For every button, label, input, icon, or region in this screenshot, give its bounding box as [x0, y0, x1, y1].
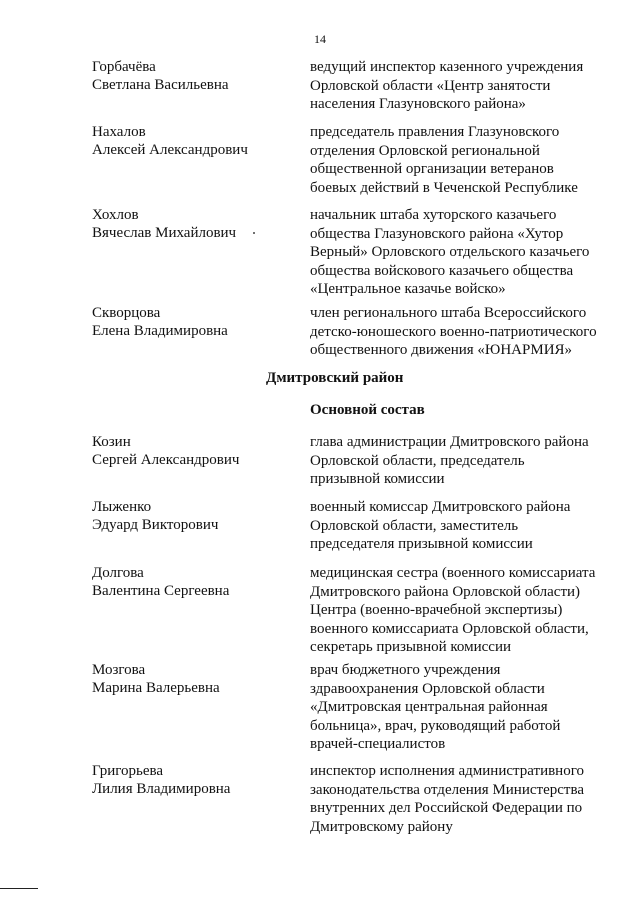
- member-role: [310, 58, 630, 114]
- role-line: секретарь призывной комиссии: [310, 639, 512, 655]
- role-line: «Центральное казачье войско»: [310, 281, 506, 297]
- member-name: [92, 498, 292, 534]
- role-line: медицинская сестра (военного комиссариата: [310, 565, 596, 581]
- role-line: общественной организации ветеранов: [310, 161, 554, 177]
- role-line: Верный» Орловского отдельского казачьего: [310, 244, 590, 260]
- member-surname: Скворцова: [92, 305, 161, 321]
- member-given-names: Валентина Сергеевна: [92, 583, 230, 599]
- role-line: глава администрации Дмитровского района: [310, 434, 589, 450]
- role-line: законодательства отделения Министерства: [310, 781, 584, 798]
- member-given-names: Елена Владимировна: [92, 323, 228, 339]
- member-role: [310, 661, 630, 754]
- member-role: [310, 304, 630, 360]
- role-line: общества войскового казачьего общества: [310, 262, 574, 279]
- role-line: военного комиссариата Орловской области,: [310, 620, 589, 637]
- member-surname: Долгова: [92, 565, 144, 581]
- member-name: [92, 433, 292, 469]
- member-name: [92, 564, 292, 600]
- member-surname: Григорьева: [92, 763, 164, 779]
- role-line: Орловской области, заместитель: [310, 517, 519, 534]
- member-given-names: Алексей Александрович: [92, 142, 248, 158]
- role-line: Дмитровскому району: [310, 818, 453, 835]
- member-role: [310, 498, 630, 554]
- member-surname: Горбачёва: [92, 59, 156, 75]
- member-given-names: Светлана Васильевна: [92, 77, 229, 93]
- member-role: [310, 433, 630, 489]
- role-line: начальник штаба хуторского казачьего: [310, 207, 557, 223]
- role-line: призывной комиссии: [310, 471, 445, 487]
- member-given-names: Сергей Александрович: [92, 452, 240, 468]
- member-name: [92, 762, 292, 798]
- member-name: [92, 123, 292, 159]
- role-line: общества Глазуновского района «Хутор: [310, 225, 564, 242]
- role-line: отделения Орловской региональной: [310, 142, 540, 159]
- role-line: населения Глазуновского района»: [310, 96, 526, 112]
- role-line: врач бюджетного учреждения: [310, 662, 501, 678]
- role-line: председателя призывной комиссии: [310, 536, 533, 552]
- role-line: Дмитровского района Орловской области): [310, 583, 581, 600]
- member-name: [92, 661, 292, 697]
- role-line: общественного движения «ЮНАРМИЯ»: [310, 342, 573, 358]
- role-line: председатель правления Глазуновского: [310, 124, 560, 140]
- member-role: [310, 762, 630, 836]
- member-surname: Лыженко: [92, 499, 152, 515]
- member-surname: Мозгова: [92, 662, 146, 678]
- member-surname: Козин: [92, 434, 131, 450]
- footer-rule: [0, 888, 38, 889]
- role-line: врачей-специалистов: [310, 736, 446, 752]
- member-surname: Хохлов: [92, 207, 139, 223]
- role-line: здравоохранения Орловской области: [310, 680, 545, 697]
- role-line: внутренних дел Российской Федерации по: [310, 800, 583, 816]
- member-role: [310, 206, 630, 299]
- stray-mark: [253, 232, 255, 234]
- role-line: Орловской области, председатель: [310, 452, 525, 469]
- member-surname: Нахалов: [92, 124, 146, 140]
- role-line: военный комиссар Дмитровского района: [310, 499, 571, 515]
- member-name: [92, 58, 292, 94]
- member-given-names: Лилия Владимировна: [92, 781, 231, 797]
- role-line: инспектор исполнения административного: [310, 763, 584, 779]
- role-line: больница», врач, руководящий работой: [310, 717, 561, 734]
- role-line: ведущий инспектор казенного учреждения: [310, 59, 584, 75]
- role-line: боевых действий в Чеченской Республике: [310, 179, 578, 196]
- member-role: [310, 123, 630, 197]
- member-name: [92, 206, 292, 242]
- member-name: [92, 304, 292, 340]
- role-line: член регионального штаба Всероссийского: [310, 305, 587, 321]
- role-line: детско-юношеского военно-патриотического: [310, 323, 597, 340]
- subsection-title: Основной состав: [310, 402, 425, 418]
- member-given-names: Эдуард Викторович: [92, 517, 219, 533]
- member-given-names: Марина Валерьевна: [92, 680, 220, 696]
- page-number: 14: [314, 32, 326, 46]
- member-given-names: Вячеслав Михайлович: [92, 225, 237, 241]
- member-role: [310, 564, 630, 657]
- section-title: Дмитровский район: [266, 370, 404, 386]
- role-line: Центра (военно-врачебной экспертизы): [310, 602, 563, 618]
- role-line: «Дмитровская центральная районная: [310, 699, 548, 715]
- role-line: Орловской области «Центр занятости: [310, 77, 551, 94]
